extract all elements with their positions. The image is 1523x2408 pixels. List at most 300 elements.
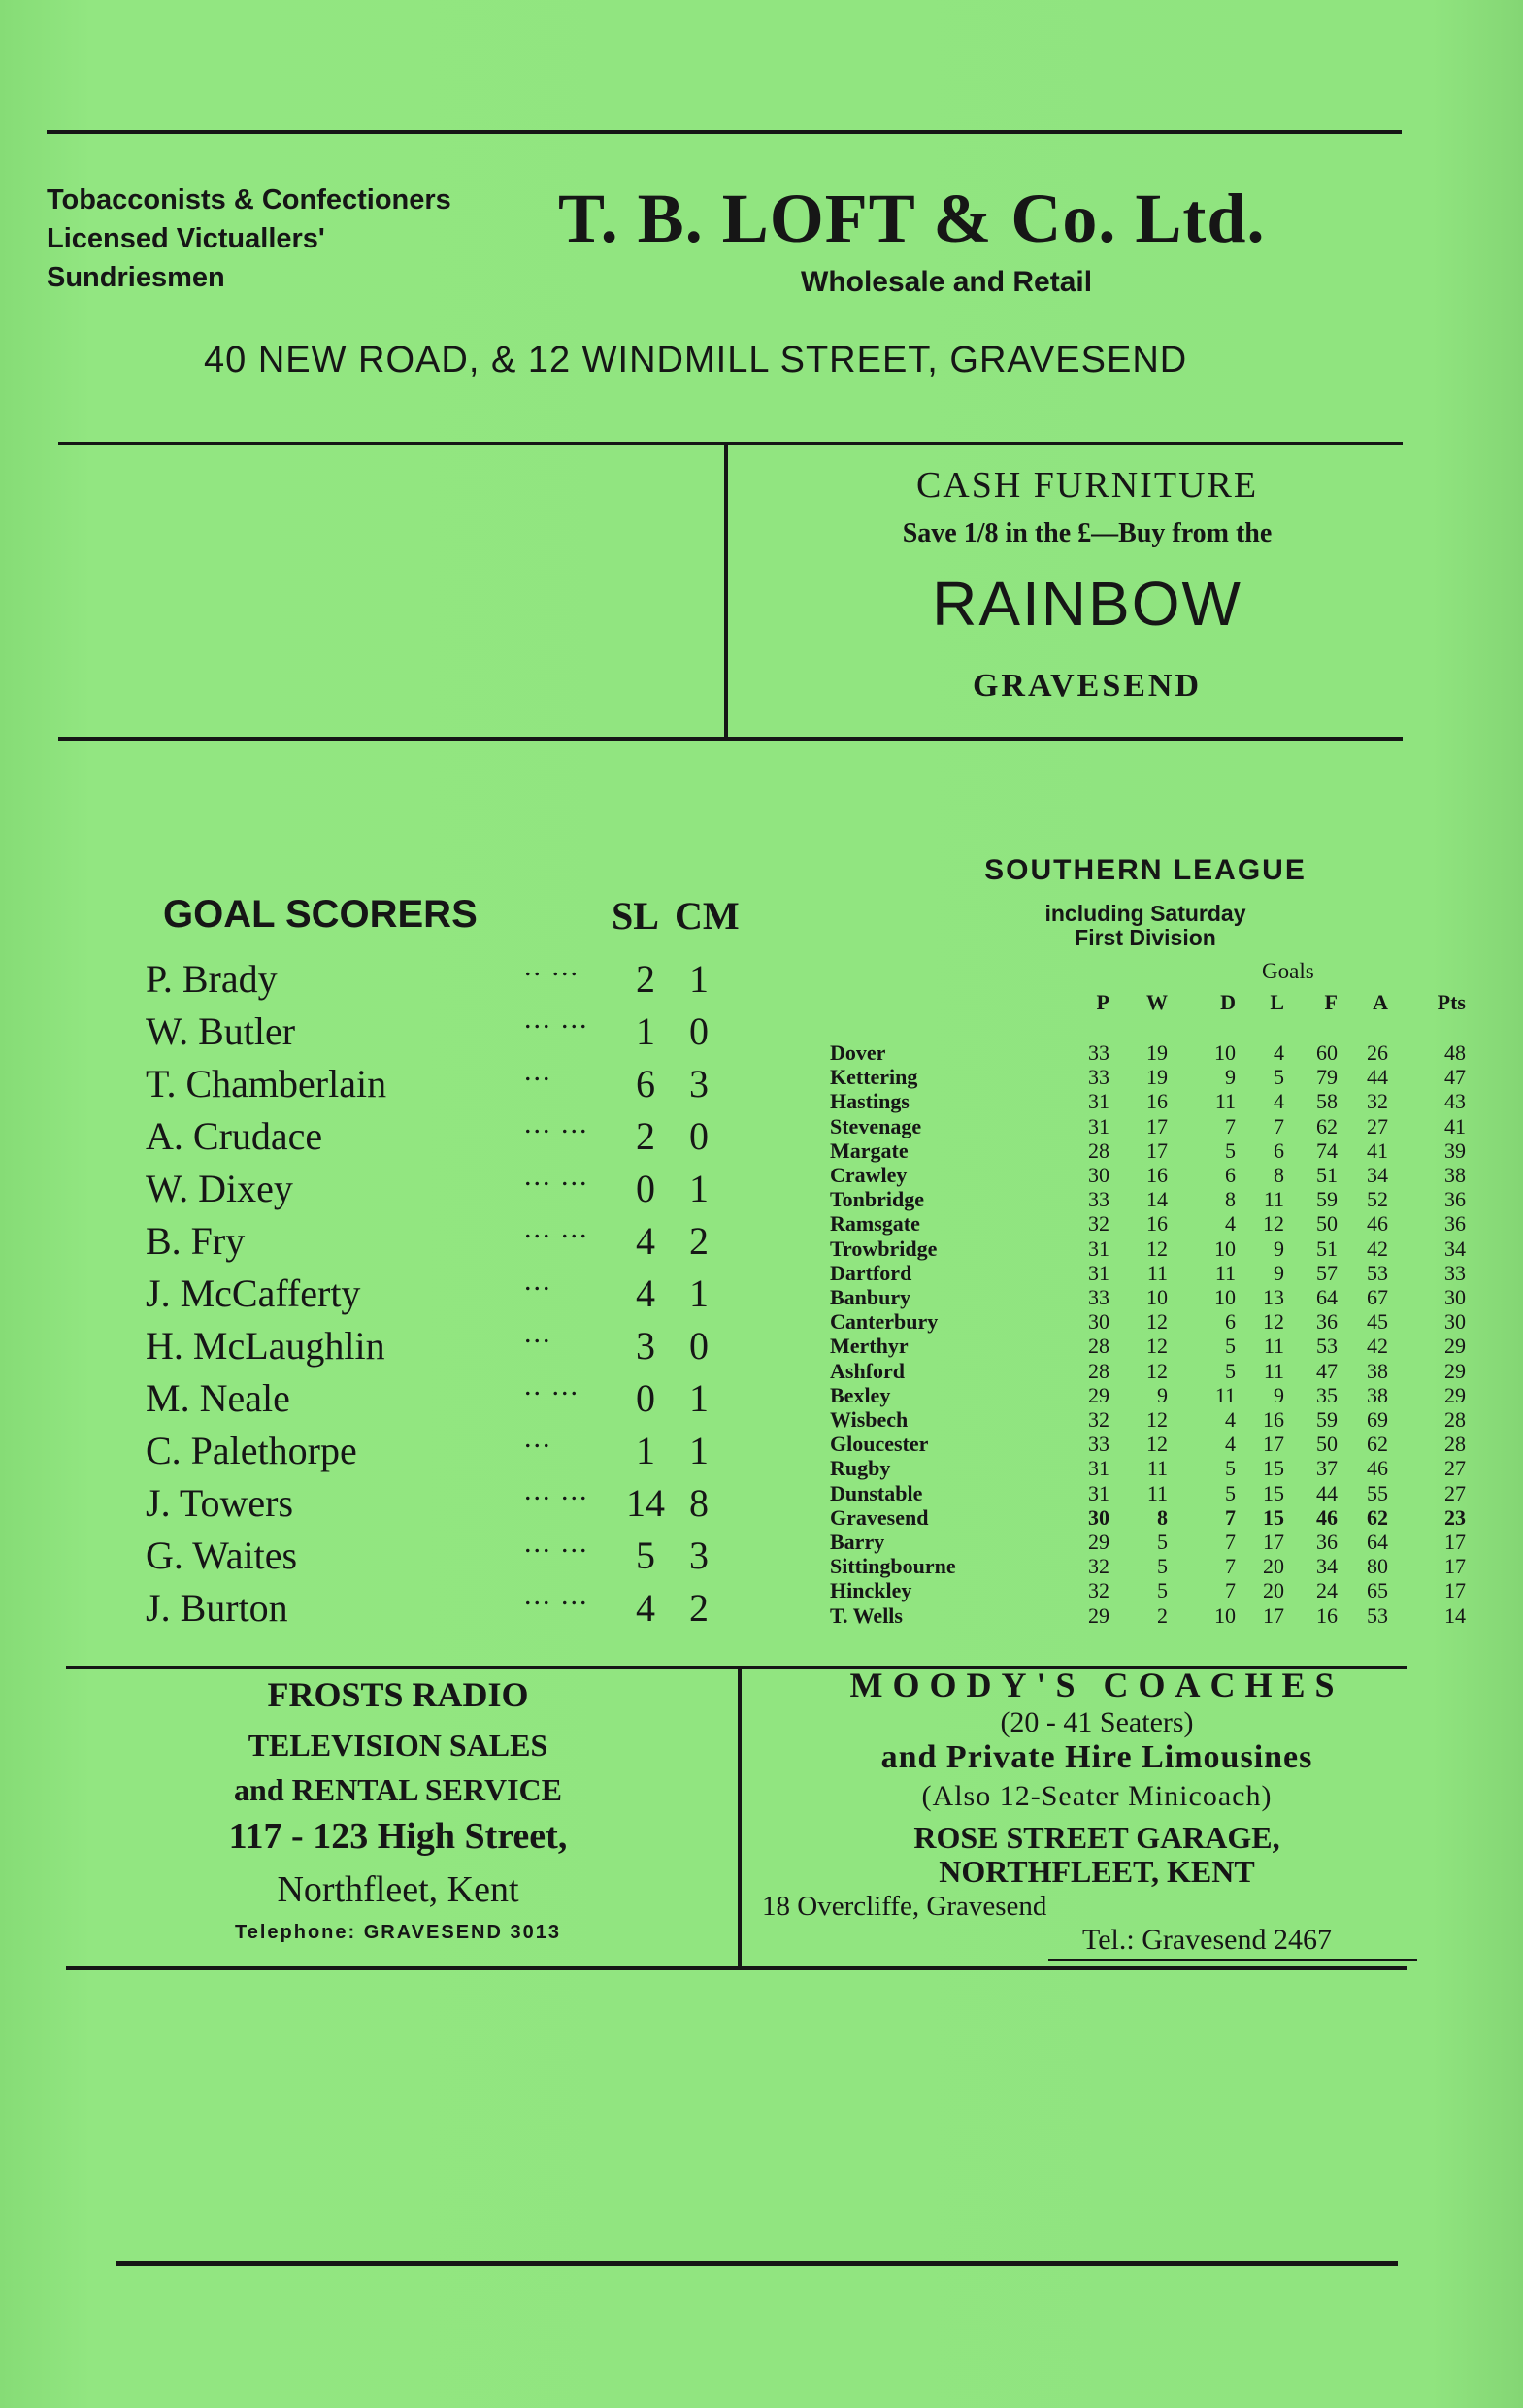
goal-scorer-row <box>146 1160 728 1218</box>
league-cell-l: 8 <box>1274 1163 1284 1187</box>
goal-scorer-row <box>146 1212 728 1270</box>
league-row <box>830 1187 1466 1212</box>
league-cell-pts: 34 <box>1444 1236 1466 1261</box>
league-cell-a: 42 <box>1367 1236 1388 1261</box>
league-cell-d: 5 <box>1225 1138 1236 1163</box>
league-cell-team: Rugby <box>830 1456 891 1481</box>
league-cell-d: 4 <box>1225 1211 1236 1237</box>
goal-scorer-row <box>146 1265 728 1323</box>
league-cell-d: 4 <box>1225 1407 1236 1432</box>
league-row <box>830 1089 1466 1114</box>
goal-scorer-leader-dots: ... ... <box>524 1107 589 1139</box>
league-cell-l: 11 <box>1263 1334 1284 1359</box>
goal-scorer-leader-dots: ... ... <box>524 1579 589 1611</box>
goal-scorer-leader-dots: .. ... <box>524 1369 579 1402</box>
league-cell-p: 31 <box>1088 1260 1109 1285</box>
moodys-line3: (Also 12-Seater Minicoach) <box>921 1780 1273 1812</box>
goal-scorer-row <box>146 1422 728 1480</box>
league-cell-p: 28 <box>1088 1138 1109 1163</box>
league-cell-pts: 41 <box>1444 1113 1466 1138</box>
league-sub1: including Saturday <box>1044 901 1246 926</box>
league-cell-f: 79 <box>1316 1065 1338 1090</box>
league-cell-p: 31 <box>1088 1089 1109 1114</box>
goal-scorer-row <box>146 1003 728 1061</box>
league-cell-p: 31 <box>1088 1113 1109 1138</box>
league-cell-a: 53 <box>1367 1260 1388 1285</box>
league-cell-d: 7 <box>1225 1578 1236 1603</box>
league-row <box>830 1456 1466 1481</box>
league-cell-pts: 39 <box>1444 1138 1466 1163</box>
league-header-pts: Pts <box>1437 990 1466 1014</box>
moodys-tel-underline <box>1048 1959 1417 1961</box>
league-cell-w: 5 <box>1157 1554 1168 1579</box>
league-cell-l: 11 <box>1263 1187 1284 1212</box>
league-row <box>830 1407 1466 1432</box>
league-cell-p: 32 <box>1088 1407 1109 1432</box>
league-cell-w: 12 <box>1146 1236 1168 1261</box>
league-cell-a: 41 <box>1367 1138 1388 1163</box>
league-cell-a: 80 <box>1367 1554 1388 1579</box>
league-cell-d: 11 <box>1214 1089 1236 1114</box>
league-cell-a: 38 <box>1367 1358 1388 1383</box>
league-cell-d: 8 <box>1225 1187 1236 1212</box>
league-sub2: First Division <box>1075 925 1216 950</box>
league-cell-pts: 27 <box>1444 1456 1466 1481</box>
league-cell-a: 46 <box>1367 1211 1388 1237</box>
league-cell-p: 29 <box>1088 1382 1109 1407</box>
league-cell-w: 14 <box>1146 1187 1168 1212</box>
league-cell-d: 5 <box>1225 1334 1236 1359</box>
league-cell-pts: 30 <box>1444 1309 1466 1335</box>
goal-scorer-row <box>146 1317 728 1375</box>
goal-scorer-name: H. McLaughlin <box>146 1324 385 1368</box>
league-cell-w: 10 <box>1146 1285 1168 1309</box>
league-cell-a: 42 <box>1367 1334 1388 1359</box>
goal-scorer-sl: 3 <box>636 1324 655 1368</box>
league-cell-w: 12 <box>1146 1407 1168 1432</box>
league-cell-pts: 17 <box>1444 1530 1466 1554</box>
league-cell-l: 12 <box>1263 1211 1284 1237</box>
league-cell-l: 17 <box>1263 1602 1284 1628</box>
league-cell-team: Crawley <box>830 1163 908 1187</box>
league-row <box>830 1334 1466 1359</box>
league-cell-p: 28 <box>1088 1358 1109 1383</box>
league-cell-p: 29 <box>1088 1530 1109 1554</box>
league-cell-a: 45 <box>1367 1309 1388 1335</box>
league-cell-pts: 28 <box>1444 1432 1466 1457</box>
league-cell-l: 6 <box>1274 1138 1284 1163</box>
league-cell-a: 69 <box>1367 1407 1388 1432</box>
league-cell-a: 27 <box>1367 1113 1388 1138</box>
league-cell-team: Hinckley <box>830 1578 912 1603</box>
goal-scorer-name: W. Butler <box>146 1009 296 1053</box>
goal-scorer-cm: 1 <box>689 1429 709 1472</box>
goal-scorer-sl: 1 <box>636 1429 655 1472</box>
league-row <box>830 1236 1466 1261</box>
league-cell-a: 44 <box>1367 1065 1388 1090</box>
league-row <box>830 1382 1466 1407</box>
league-cell-f: 34 <box>1316 1554 1338 1579</box>
goal-scorer-name: J. McCafferty <box>146 1271 361 1315</box>
league-cell-p: 32 <box>1088 1554 1109 1579</box>
league-cell-team: Tonbridge <box>830 1187 925 1212</box>
moodys-tel: Tel.: Gravesend 2467 <box>1082 1924 1332 1956</box>
frosts-line5: Northfleet, Kent <box>277 1869 519 1910</box>
league-cell-team: T. Wells <box>830 1602 903 1628</box>
league-cell-team: Canterbury <box>830 1309 939 1335</box>
goal-scorer-leader-dots: ... <box>524 1055 552 1087</box>
league-cell-w: 5 <box>1157 1578 1168 1603</box>
league-cell-l: 7 <box>1274 1113 1284 1138</box>
goal-scorer-name: P. Brady <box>146 957 278 1001</box>
goal-scorer-sl: 4 <box>636 1219 655 1263</box>
league-cell-team: Margate <box>830 1138 909 1163</box>
league-header-d: D <box>1220 990 1236 1014</box>
league-cell-f: 50 <box>1316 1211 1338 1237</box>
league-cell-team: Ashford <box>830 1358 906 1383</box>
moodys-address: 18 Overcliffe, Gravesend <box>762 1891 1047 1922</box>
league-row <box>830 1163 1466 1187</box>
moodys-title: MOODY'S COACHES <box>849 1666 1344 1704</box>
league-header-l: L <box>1270 990 1284 1014</box>
league-row <box>830 1065 1466 1090</box>
goal-scorer-sl: 1 <box>636 1009 655 1053</box>
goal-scorer-leader-dots: ... <box>524 1422 552 1454</box>
league-cell-pts: 48 <box>1444 1040 1466 1065</box>
league-cell-p: 32 <box>1088 1578 1109 1603</box>
league-cell-l: 12 <box>1263 1309 1284 1335</box>
league-cell-team: Merthyr <box>830 1334 909 1359</box>
league-cell-w: 11 <box>1146 1480 1168 1505</box>
goal-scorer-leader-dots: ... <box>524 1317 552 1349</box>
league-cell-a: 64 <box>1367 1530 1388 1554</box>
goal-scorer-name: G. Waites <box>146 1534 298 1577</box>
league-cell-d: 6 <box>1225 1309 1236 1335</box>
league-cell-f: 47 <box>1316 1358 1338 1383</box>
league-cell-l: 4 <box>1274 1040 1284 1065</box>
goal-scorer-cm: 2 <box>689 1586 709 1630</box>
tb-loft-trade-line: Licensed Victuallers' <box>47 223 325 254</box>
league-cell-pts: 17 <box>1444 1578 1466 1603</box>
league-cell-team: Bexley <box>830 1382 891 1407</box>
league-cell-w: 17 <box>1146 1113 1168 1138</box>
league-cell-w: 11 <box>1146 1456 1168 1481</box>
league-row <box>830 1432 1466 1457</box>
league-cell-p: 33 <box>1088 1285 1109 1309</box>
goal-scorer-leader-dots: ... <box>524 1265 552 1297</box>
league-row <box>830 1211 1466 1237</box>
league-cell-w: 12 <box>1146 1334 1168 1359</box>
goal-scorer-sl: 0 <box>636 1167 655 1210</box>
goal-scorer-name: A. Crudace <box>146 1114 323 1158</box>
league-cell-a: 34 <box>1367 1163 1388 1187</box>
goal-scorer-cm: 0 <box>689 1324 709 1368</box>
league-cell-l: 16 <box>1263 1407 1284 1432</box>
league-row <box>830 1138 1466 1163</box>
goal-scorer-name: T. Chamberlain <box>146 1062 387 1105</box>
goal-scorer-sl: 6 <box>636 1062 655 1105</box>
league-cell-team: Hastings <box>830 1089 910 1114</box>
league-cell-team: Kettering <box>830 1065 918 1090</box>
frosts-phone: Telephone: GRAVESEND 3013 <box>235 1922 561 1943</box>
league-cell-f: 16 <box>1316 1602 1338 1628</box>
goal-scorer-name: C. Palethorpe <box>146 1429 357 1472</box>
league-cell-f: 44 <box>1316 1480 1338 1505</box>
league-cell-d: 11 <box>1214 1382 1236 1407</box>
league-cell-team: Trowbridge <box>830 1236 938 1261</box>
league-row <box>830 1358 1466 1383</box>
league-cell-w: 12 <box>1146 1358 1168 1383</box>
league-cell-pts: 33 <box>1444 1260 1466 1285</box>
league-cell-p: 31 <box>1088 1236 1109 1261</box>
league-cell-f: 62 <box>1316 1113 1338 1138</box>
league-cell-a: 38 <box>1367 1382 1388 1407</box>
league-cell-pts: 43 <box>1444 1089 1466 1114</box>
goal-scorer-row <box>146 1474 728 1533</box>
league-cell-team: Gravesend <box>830 1504 929 1530</box>
goal-scorer-leader-dots: ... ... <box>524 1527 589 1559</box>
league-cell-team: Wisbech <box>830 1407 909 1432</box>
frosts-line1: FROSTS RADIO <box>267 1675 529 1714</box>
moodys-line2: and Private Hire Limousines <box>880 1739 1313 1775</box>
goal-scorer-leader-dots: ... ... <box>524 1160 589 1192</box>
league-cell-a: 67 <box>1367 1285 1388 1309</box>
league-header-p: P <box>1096 990 1109 1014</box>
bottom-mid-rule <box>66 1966 1407 1970</box>
top-rule <box>47 130 1402 134</box>
league-row <box>830 1480 1466 1505</box>
league-cell-l: 15 <box>1263 1504 1284 1530</box>
league-cell-team: Banbury <box>830 1285 911 1309</box>
league-cell-team: Dover <box>830 1040 886 1065</box>
goal-scorer-row <box>146 1055 728 1113</box>
league-cell-p: 28 <box>1088 1334 1109 1359</box>
league-cell-a: 32 <box>1367 1089 1388 1114</box>
league-cell-f: 74 <box>1316 1138 1338 1163</box>
league-cell-f: 53 <box>1316 1334 1338 1359</box>
league-cell-pts: 29 <box>1444 1358 1466 1383</box>
goal-scorer-leader-dots: .. ... <box>524 950 579 982</box>
league-cell-w: 16 <box>1146 1163 1168 1187</box>
league-cell-f: 35 <box>1316 1382 1338 1407</box>
goal-scorer-sl: 2 <box>636 957 655 1001</box>
league-cell-d: 7 <box>1225 1554 1236 1579</box>
goal-scorer-cm: 1 <box>689 1271 709 1315</box>
league-cell-f: 60 <box>1316 1040 1338 1065</box>
goal-scorer-name: W. Dixey <box>146 1167 293 1210</box>
league-cell-team: Gloucester <box>830 1432 929 1457</box>
league-cell-w: 12 <box>1146 1432 1168 1457</box>
league-cell-f: 58 <box>1316 1089 1338 1114</box>
goal-scorers-col-sl: SL <box>612 894 659 938</box>
league-cell-d: 7 <box>1225 1530 1236 1554</box>
league-cell-team: Dartford <box>830 1260 912 1285</box>
league-cell-d: 5 <box>1225 1456 1236 1481</box>
goal-scorers-col-cm: CM <box>675 894 740 938</box>
league-cell-l: 4 <box>1274 1089 1284 1114</box>
goal-scorer-name: J. Burton <box>146 1586 288 1630</box>
league-cell-pts: 29 <box>1444 1334 1466 1359</box>
league-cell-d: 10 <box>1214 1040 1236 1065</box>
league-cell-l: 9 <box>1274 1260 1284 1285</box>
league-cell-pts: 23 <box>1444 1504 1466 1530</box>
league-cell-f: 24 <box>1316 1578 1338 1603</box>
middle-top-rule <box>58 737 1403 741</box>
moodys-line5: NORTHFLEET, KENT <box>939 1854 1255 1889</box>
league-cell-f: 46 <box>1316 1504 1338 1530</box>
goal-scorer-leader-dots: ... ... <box>524 1212 589 1244</box>
league-header-row <box>830 990 1466 1019</box>
goal-scorer-cm: 0 <box>689 1114 709 1158</box>
league-row <box>830 1285 1466 1309</box>
goal-scorer-cm: 3 <box>689 1062 709 1105</box>
league-cell-pts: 38 <box>1444 1163 1466 1187</box>
league-header-w: W <box>1146 990 1168 1014</box>
league-cell-p: 32 <box>1088 1211 1109 1237</box>
league-cell-f: 36 <box>1316 1309 1338 1335</box>
league-cell-p: 30 <box>1088 1163 1109 1187</box>
league-cell-a: 65 <box>1367 1578 1388 1603</box>
league-cell-team: Ramsgate <box>830 1211 920 1237</box>
goal-scorer-sl: 4 <box>636 1271 655 1315</box>
league-cell-f: 36 <box>1316 1530 1338 1554</box>
league-cell-a: 52 <box>1367 1187 1388 1212</box>
league-cell-f: 37 <box>1316 1456 1338 1481</box>
league-row <box>830 1260 1466 1285</box>
goal-scorer-sl: 5 <box>636 1534 655 1577</box>
league-cell-l: 11 <box>1263 1358 1284 1383</box>
moodys-line1: (20 - 41 Seaters) <box>1000 1706 1194 1738</box>
league-cell-w: 19 <box>1146 1065 1168 1090</box>
league-cell-pts: 47 <box>1444 1065 1466 1090</box>
league-cell-p: 30 <box>1088 1504 1109 1530</box>
bottom-divider <box>738 1669 742 1966</box>
league-cell-d: 5 <box>1225 1480 1236 1505</box>
goal-scorer-cm: 2 <box>689 1219 709 1263</box>
league-cell-team: Dunstable <box>830 1480 923 1505</box>
league-cell-a: 53 <box>1367 1602 1388 1628</box>
league-cell-l: 9 <box>1274 1236 1284 1261</box>
league-cell-team: Stevenage <box>830 1113 922 1138</box>
league-goals-label: Goals <box>1262 959 1314 983</box>
league-cell-pts: 27 <box>1444 1480 1466 1505</box>
league-cell-p: 31 <box>1088 1456 1109 1481</box>
league-cell-d: 7 <box>1225 1504 1236 1530</box>
goal-scorer-row <box>146 1107 728 1166</box>
goal-scorer-sl: 0 <box>636 1376 655 1420</box>
goal-scorer-name: B. Fry <box>146 1219 246 1263</box>
league-row <box>830 1504 1466 1530</box>
league-cell-w: 11 <box>1146 1260 1168 1285</box>
league-header-a: A <box>1373 990 1388 1014</box>
league-cell-a: 26 <box>1367 1040 1388 1065</box>
goal-scorer-name: M. Neale <box>146 1376 290 1420</box>
league-cell-pts: 28 <box>1444 1407 1466 1432</box>
frosts-line2: TELEVISION SALES <box>248 1728 548 1763</box>
league-cell-f: 64 <box>1316 1285 1338 1309</box>
league-cell-d: 9 <box>1225 1065 1236 1090</box>
league-cell-w: 2 <box>1157 1602 1168 1628</box>
league-cell-team: Sittingbourne <box>830 1554 956 1579</box>
league-row <box>830 1530 1466 1554</box>
league-cell-pts: 29 <box>1444 1382 1466 1407</box>
league-cell-w: 16 <box>1146 1211 1168 1237</box>
league-cell-l: 13 <box>1263 1285 1284 1309</box>
league-cell-d: 11 <box>1214 1260 1236 1285</box>
league-cell-a: 46 <box>1367 1456 1388 1481</box>
goal-scorer-cm: 8 <box>689 1481 709 1525</box>
goal-scorer-leader-dots: ... ... <box>524 1474 589 1506</box>
league-cell-f: 59 <box>1316 1407 1338 1432</box>
league-row <box>830 1040 1466 1065</box>
league-cell-l: 20 <box>1263 1554 1284 1579</box>
frosts-line3: and RENTAL SERVICE <box>234 1772 562 1807</box>
goal-scorer-row <box>146 950 728 1008</box>
bottom-end-rule <box>116 2261 1398 2266</box>
league-cell-d: 6 <box>1225 1163 1236 1187</box>
league-cell-p: 33 <box>1088 1187 1109 1212</box>
goal-scorer-cm: 1 <box>689 1167 709 1210</box>
tb-loft-subtitle: Wholesale and Retail <box>801 266 1093 298</box>
league-cell-d: 4 <box>1225 1432 1236 1457</box>
league-cell-p: 29 <box>1088 1602 1109 1628</box>
league-cell-p: 33 <box>1088 1065 1109 1090</box>
league-cell-l: 17 <box>1263 1432 1284 1457</box>
rainbow-line2: Save 1/8 in the £—Buy from the <box>902 518 1273 548</box>
league-cell-w: 8 <box>1157 1504 1168 1530</box>
goal-scorer-row <box>146 1527 728 1585</box>
league-row <box>830 1602 1466 1628</box>
goal-scorer-sl: 14 <box>626 1481 665 1525</box>
rainbow-divider <box>724 445 728 737</box>
league-cell-a: 62 <box>1367 1432 1388 1457</box>
league-cell-l: 15 <box>1263 1456 1284 1481</box>
tb-loft-address: 40 NEW ROAD, & 12 WINDMILL STREET, GRAVESEND <box>204 340 1188 380</box>
league-row <box>830 1578 1466 1603</box>
league-row <box>830 1113 1466 1138</box>
moodys-line4: ROSE STREET GARAGE, <box>913 1820 1280 1855</box>
league-cell-p: 33 <box>1088 1040 1109 1065</box>
goal-scorers-title: GOAL SCORERS <box>163 893 478 936</box>
league-cell-l: 17 <box>1263 1530 1284 1554</box>
league-cell-d: 10 <box>1214 1602 1236 1628</box>
goal-scorer-cm: 1 <box>689 1376 709 1420</box>
league-cell-pts: 14 <box>1444 1602 1466 1628</box>
league-cell-p: 33 <box>1088 1432 1109 1457</box>
league-cell-w: 19 <box>1146 1040 1168 1065</box>
league-cell-a: 62 <box>1367 1504 1388 1530</box>
league-cell-p: 31 <box>1088 1480 1109 1505</box>
league-cell-a: 55 <box>1367 1480 1388 1505</box>
league-cell-f: 57 <box>1316 1260 1338 1285</box>
league-cell-team: Barry <box>830 1530 885 1554</box>
league-cell-d: 5 <box>1225 1358 1236 1383</box>
header-bottom-rule <box>58 442 1403 445</box>
goal-scorer-sl: 4 <box>636 1586 655 1630</box>
rainbow-name: RAINBOW <box>932 569 1242 639</box>
league-row <box>830 1309 1466 1335</box>
league-cell-p: 30 <box>1088 1309 1109 1335</box>
goal-scorer-cm: 0 <box>689 1009 709 1053</box>
league-cell-f: 59 <box>1316 1187 1338 1212</box>
goal-scorer-leader-dots: ... ... <box>524 1003 589 1035</box>
league-row <box>830 1554 1466 1579</box>
league-cell-w: 12 <box>1146 1309 1168 1335</box>
league-cell-f: 50 <box>1316 1432 1338 1457</box>
rainbow-line1: CASH FURNITURE <box>915 465 1259 506</box>
league-cell-d: 7 <box>1225 1113 1236 1138</box>
league-cell-pts: 17 <box>1444 1554 1466 1579</box>
